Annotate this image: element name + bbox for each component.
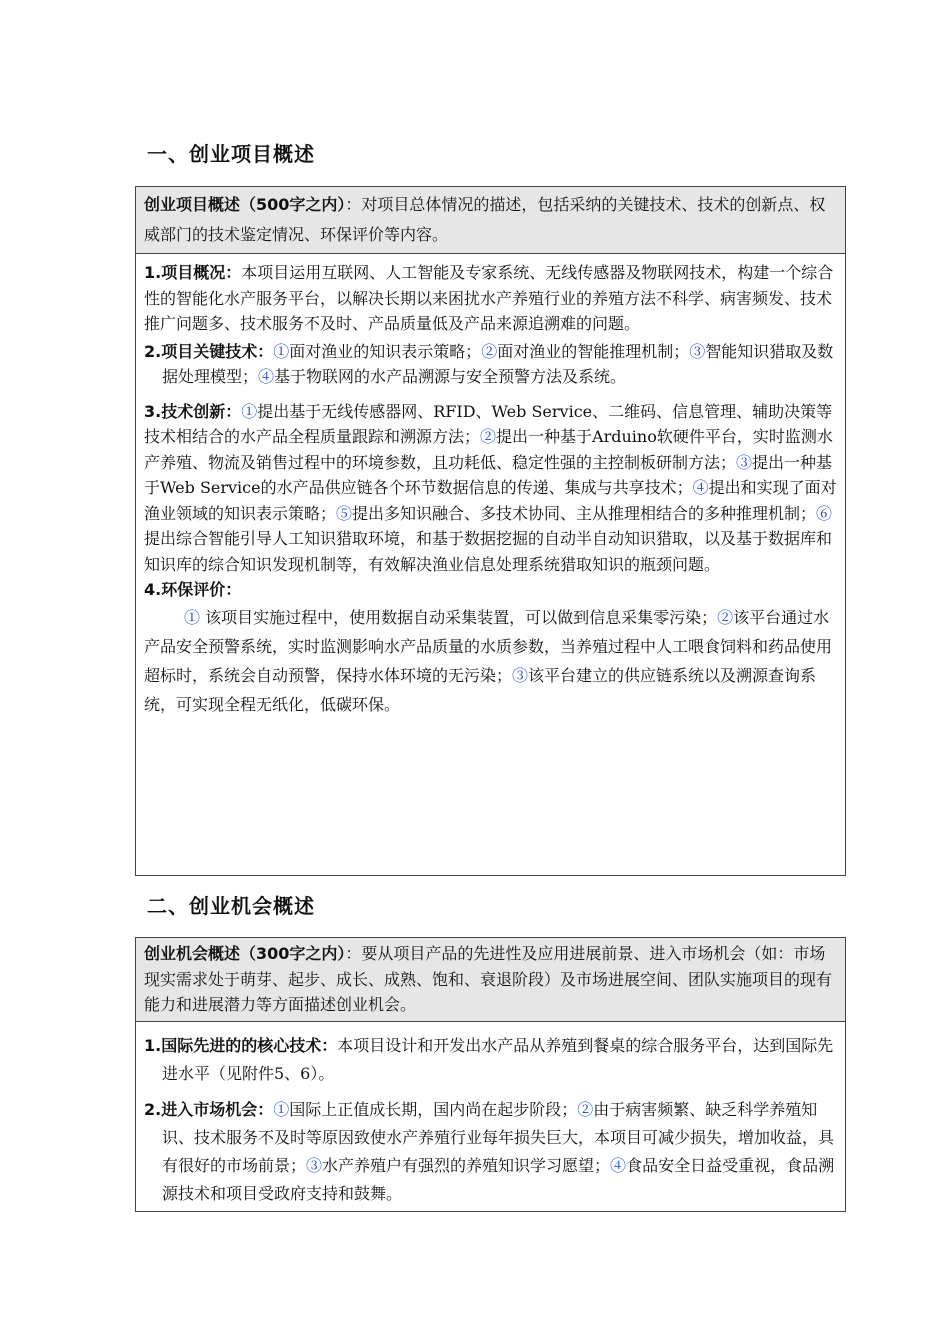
s1-item2-text: 面对渔业的知识表示策略；: [289, 341, 482, 361]
s1-item2-text: 面对渔业的智能推理机制；: [497, 341, 690, 361]
s1-item1-label: 1.项目概况：: [144, 263, 242, 282]
circled-number: ③: [306, 1155, 323, 1175]
s1-item3-text: 提出基于无线传感器网、RFID、Web Service、二维码、信息管理、辅助决策等技术相结合的水产品全程质量跟踪和溯源方法；: [144, 401, 833, 446]
s1-item2-label: 2.项目关键技术：: [144, 341, 274, 361]
circled-number: ④: [692, 478, 709, 497]
s1-item3-text: 提出多知识融合、多技术协同、主从推理相结合的多种推理机制；: [352, 503, 817, 523]
s1-item3-text: 提出一种基于Arduino软硬件平台，实时监测水产养殖、物流及销售过程中的环境参数，且功耗低、稳定性强的主控制板研制方法；: [144, 427, 833, 472]
s1-item3-text: 提出和实现了面对渔业领域的知识表示策略；: [144, 478, 837, 523]
s1-item4: [144, 603, 837, 719]
s2-item2-text: 食品安全日益受重视，食品溯源技术和项目受政府支持和鼓舞。: [162, 1155, 835, 1203]
s1-item4-text: 该项目实施过程中，使用数据自动采集装置，可以做到信息采集零污染；: [200, 607, 718, 627]
section2-header-text: ：要从项目产品的先进性及应用进展前景、进入市场机会（如：市场现实需求处于萌芽、起步、成长、成熟、饱和、衰退阶段）及市场进展空间、团队实施项目的现有能力和进展潜力等方面描述创业机会。: [144, 944, 833, 1014]
s1-item3-text: 提出一种基于Web Service的水产品供应链各个环节数据信息的传递、集成与共享技术；: [144, 452, 833, 497]
s2-item2-text: 由于病害频繁、缺乏科学养殖知识、技术服务不及时等原因致使水产养殖行业每年损失巨大，本项目可减少损失，增加收益，具有很好的市场前景；: [162, 1099, 835, 1175]
s1-item4-label: 4.环保评价：: [144, 580, 242, 599]
section2-heading: 二、创业机会概述: [147, 894, 315, 918]
s1-item4-text: 该平台通过水产品安全预警系统，实时监测影响水产品质量的水质参数，当养殖过程中人工喂食饲料和药品使用超标时，系统会自动预警，保持水体环境的无污染；: [144, 607, 833, 685]
circled-number: ①: [273, 341, 290, 361]
s1-item3: [144, 399, 837, 578]
section2-header-bold: 创业机会概述（300字之内）: [144, 944, 346, 963]
circled-number: ④: [610, 1155, 627, 1175]
section2-table-body: [136, 1022, 845, 1208]
circled-number: ⑤: [336, 503, 353, 523]
s1-item2-text: 基于物联网的水产品溯源与安全预警方法及系统。: [274, 367, 627, 386]
section1-table-body: [136, 254, 845, 719]
circled-number: ①: [241, 401, 258, 421]
s2-item1-label: 1.国际先进的的核心技术：: [144, 1035, 338, 1055]
circled-number: ②: [481, 341, 498, 361]
section1-table: [135, 186, 846, 876]
s1-item2: [144, 339, 837, 390]
section1-heading: 一、创业项目概述: [147, 142, 315, 166]
s1-item3-text: 提出综合智能引导人工知识猎取环境，和基于数据挖掘的自动半自动知识猎取，以及基于数据库和知识库的综合知识发现机制等，有效解决渔业信息处理系统猎取知识的瓶颈问题。: [144, 529, 833, 574]
s2-item1-text: 本项目设计和开发出水产品从养殖到餐桌的综合服务平台，达到国际先进水平（见附件5、6）。: [162, 1035, 834, 1083]
circled-number: ⑥: [816, 503, 833, 523]
circled-number: ③: [689, 341, 706, 361]
s1-item3-label: 3.技术创新：: [144, 401, 242, 421]
circled-number: ①: [184, 607, 201, 627]
s1-item4-title: [144, 577, 837, 603]
section1-header-bold: 创业项目概述（500字之内）: [144, 195, 346, 214]
s2-item1: [144, 1032, 837, 1088]
s2-item2-text: 水产养殖户有强烈的养殖知识学习愿望；: [322, 1155, 611, 1175]
circled-number: ②: [577, 1099, 594, 1119]
s1-item2-text: 智能知识猎取及数据处理模型；: [162, 341, 834, 386]
section2-table: [135, 937, 846, 1212]
s1-item1-text: 本项目运用互联网、人工智能及专家系统、无线传感器及物联网技术，构建一个综合性的智能化水产服务平台，以解决长期以来困扰水产养殖行业的养殖方法不科学、病害频发、技术推广问题多、技术服务不及时、产品质量低及产品来源追溯难的问题。: [144, 263, 834, 333]
circled-number: ④: [258, 367, 275, 386]
circled-number: ②: [717, 607, 734, 627]
section2-table-header: [136, 938, 845, 1022]
circled-number: ②: [480, 427, 497, 446]
circled-number: ①: [273, 1099, 290, 1119]
s1-item4-text: 该平台建立的供应链系统以及溯源查询系统，可实现全程无纸化，低碳环保。: [144, 665, 817, 714]
s2-item2-text: 国际上正值成长期，国内尚在起步阶段；: [289, 1099, 578, 1119]
s1-item1: [144, 260, 837, 337]
s2-item2-label: 2.进入市场机会：: [144, 1099, 274, 1119]
s2-item2: [144, 1096, 837, 1208]
section1-table-header: [136, 187, 845, 254]
circled-number: ③: [512, 665, 529, 685]
section1-header-text: ：对项目总体情况的描述，包括采纳的关键技术、技术的创新点、权威部门的技术鉴定情况、环保评价等内容。: [144, 195, 826, 244]
circled-number: ③: [736, 452, 753, 472]
